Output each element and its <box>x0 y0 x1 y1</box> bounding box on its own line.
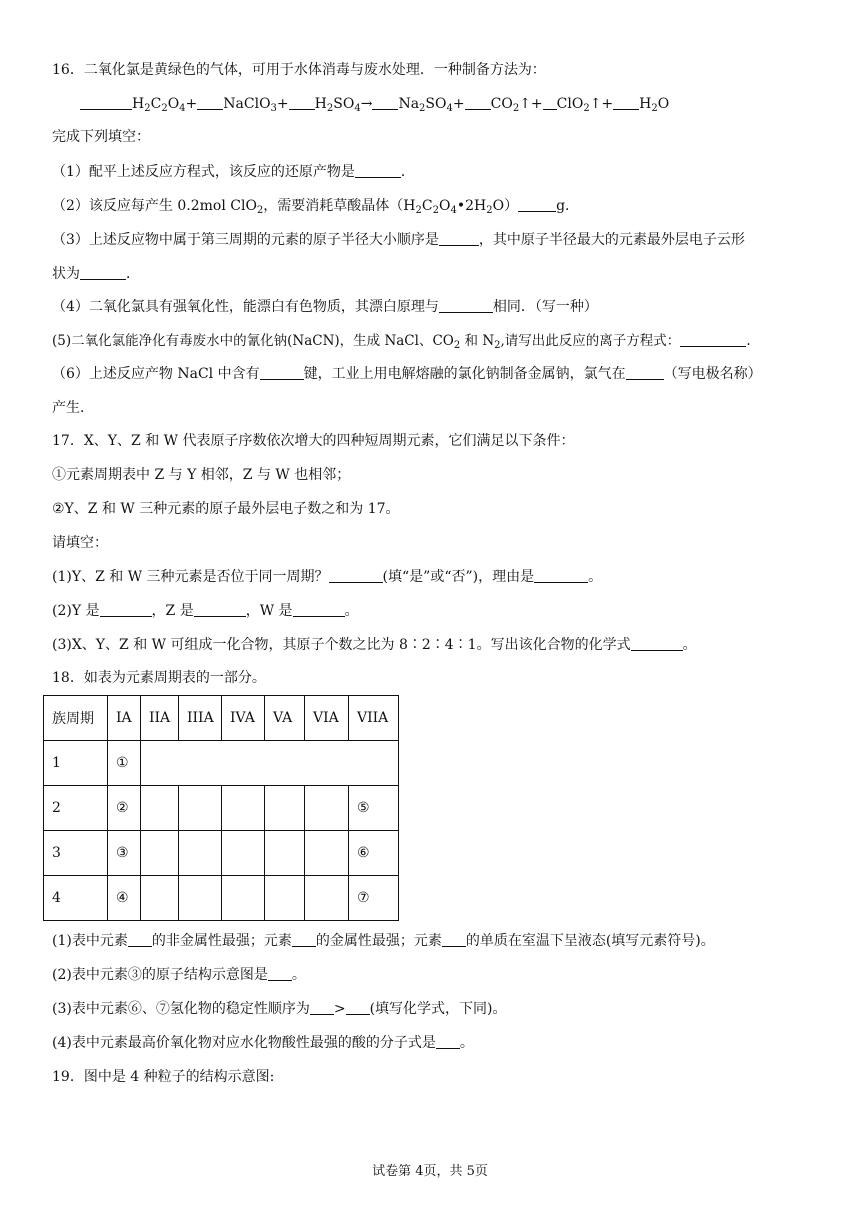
empty-cell <box>179 786 222 831</box>
answer-blank[interactable] <box>293 602 345 617</box>
q16-part5: (5)二氧化氯能净化有毒废水中的氰化钠(NaCN)，生成 NaCl、$CO_2$ 和 $N_2$,请写出此反应的离子方程式： . <box>52 333 751 351</box>
element-cell: ③ <box>108 831 141 876</box>
merged-empty-cell <box>141 741 399 786</box>
empty-cell <box>141 876 179 921</box>
empty-cell <box>305 786 349 831</box>
answer-blank[interactable] <box>128 932 152 947</box>
table-header-cell: IA <box>108 696 141 741</box>
q19-intro: 19．图中是 4 种粒子的结构示意图: <box>52 1069 275 1085</box>
empty-cell <box>179 831 222 876</box>
q16-part4: （4）二氧化氯具有强氧化性，能漂白有色物质，其漂白原理与 相同．（写一种） <box>52 299 598 315</box>
q18-sub2: (2)表中元素③的原子结构示意图是 。 <box>52 967 306 983</box>
element-cell: ⑤ <box>349 786 399 831</box>
answer-blank[interactable] <box>442 932 466 947</box>
element-cell: ② <box>108 786 141 831</box>
table-row <box>44 741 399 786</box>
q16-equation: $H_2C_2O_4+$ NaClO$_3$+ $H_2SO_4\to Na_2SO_4+$ $CO_2↑+$ ClO$_2$↑+ $H_2O$ <box>80 94 669 114</box>
answer-blank[interactable] <box>268 966 292 981</box>
empty-cell <box>265 786 305 831</box>
answer-blank[interactable] <box>310 1000 334 1015</box>
element-cell: ④ <box>108 876 141 921</box>
q17-condition-2: ②Y、Z 和 W 三种元素的原子最外层电子数之和为 17。 <box>52 501 400 517</box>
answer-blank[interactable] <box>465 95 491 110</box>
q17-sub1: (1)Y、Z 和 W 三种元素是否位于同一周期？ (填“是”或“否”)，理由是 。 <box>52 569 603 585</box>
answer-blank[interactable] <box>289 95 315 110</box>
empty-cell <box>179 876 222 921</box>
q17-intro: 17．X、Y、Z 和 W 代表原子序数依次增大的四种短周期元素，它们满足以下条件： <box>52 433 575 449</box>
period-cell: 3 <box>44 831 108 876</box>
q18-intro: 18．如表为元素周期表的一部分。 <box>52 670 266 686</box>
page-footer: 试卷第 4页，共 5页 <box>372 1164 488 1179</box>
table-header-cell: IVA <box>222 696 265 741</box>
q17-sub2: (2)Y 是 ，Z 是 ，W 是 。 <box>52 603 359 619</box>
period-cell: 4 <box>44 876 108 921</box>
answer-blank[interactable] <box>372 95 398 110</box>
empty-cell <box>141 786 179 831</box>
answer-blank[interactable] <box>355 163 401 178</box>
empty-cell <box>222 786 265 831</box>
periodic-table-excerpt <box>43 695 399 921</box>
answer-blank[interactable] <box>534 568 588 583</box>
table-header-cell: 族周期 <box>44 696 108 741</box>
answer-blank[interactable] <box>292 932 316 947</box>
q17-prompt: 请填空： <box>52 535 108 551</box>
answer-blank[interactable] <box>346 1000 370 1015</box>
table-header-cell: VIA <box>305 696 349 741</box>
period-cell: 2 <box>44 786 108 831</box>
answer-blank[interactable] <box>631 636 683 651</box>
q18-sub3: (3)表中元素⑥、⑦氢化物的稳定性顺序为 > (填写化学式，下同)。 <box>52 1001 507 1017</box>
empty-cell <box>265 876 305 921</box>
answer-blank[interactable] <box>543 95 557 110</box>
table-row <box>44 876 399 921</box>
table-header-cell: VIIA <box>349 696 399 741</box>
answer-blank[interactable] <box>329 568 383 583</box>
empty-cell <box>305 876 349 921</box>
answer-blank[interactable] <box>194 602 246 617</box>
q17-condition-1: ①元素周期表中 Z 与 Y 相邻，Z 与 W 也相邻； <box>52 467 351 483</box>
table-row <box>44 786 399 831</box>
q18-sub4: (4)表中元素最高价氧化物对应水化物酸性最强的酸的分子式是 。 <box>52 1035 474 1051</box>
q16-intro: 16．二氧化氯是黄绿色的气体，可用于水体消毒与废水处理．一种制备方法为： <box>52 62 546 78</box>
empty-cell <box>222 876 265 921</box>
q16-part1: （1）配平上述反应方程式，该反应的还原产物是 ． <box>52 164 415 180</box>
table-row <box>44 831 399 876</box>
table-header-cell: IIIA <box>179 696 222 741</box>
element-cell: ⑦ <box>349 876 399 921</box>
answer-blank[interactable] <box>439 231 479 246</box>
answer-blank[interactable] <box>439 298 493 313</box>
period-cell: 1 <box>44 741 108 786</box>
table-header-row <box>44 696 399 741</box>
answer-blank[interactable] <box>100 602 152 617</box>
answer-blank[interactable] <box>680 332 746 347</box>
answer-blank[interactable] <box>626 365 664 380</box>
q16-part2: （2）该反应每产生 0.2mol ClO$_2$，需要消耗草酸晶体$(H_2C_2O_4•2H_2O)$ g． <box>52 198 580 216</box>
empty-cell <box>305 831 349 876</box>
table-header-cell: IIA <box>141 696 179 741</box>
q16-part3-cont: 状为 ． <box>52 266 140 282</box>
answer-blank[interactable] <box>436 1034 460 1049</box>
q18-sub1: (1)表中元素 的非金属性最强；元素 的金属性最强；元素 的单质在室温下呈液态(填写元素符号)。 <box>52 933 715 949</box>
empty-cell <box>222 831 265 876</box>
empty-cell <box>141 831 179 876</box>
empty-cell <box>265 831 305 876</box>
q17-sub3: (3)X、Y、Z 和 W 可组成一化合物，其原子个数之比为 8∶2∶4∶1。写出该化合物的化学式 。 <box>52 637 697 653</box>
answer-blank[interactable] <box>80 265 126 280</box>
element-cell: ⑥ <box>349 831 399 876</box>
q16-part6: （6）上述反应产物 NaCl 中含有 键，工业上用电解熔融的氯化钠制备金属钠，氯气在 （写电极名称） <box>52 366 762 382</box>
q16-part3: （3）上述反应物中属于第三周期的元素的原子半径大小顺序是 ，其中原子半径最大的元素最外层电子云形 <box>52 232 745 248</box>
answer-blank[interactable] <box>613 95 639 110</box>
answer-blank[interactable] <box>80 95 132 110</box>
answer-blank[interactable] <box>260 365 304 380</box>
q16-fill-prompt: 完成下列填空： <box>52 129 150 145</box>
table-header-cell: VA <box>265 696 305 741</box>
element-cell: ① <box>108 741 141 786</box>
answer-blank[interactable] <box>197 95 223 110</box>
q16-part6-cont: 产生． <box>52 400 94 416</box>
answer-blank[interactable] <box>518 197 556 212</box>
